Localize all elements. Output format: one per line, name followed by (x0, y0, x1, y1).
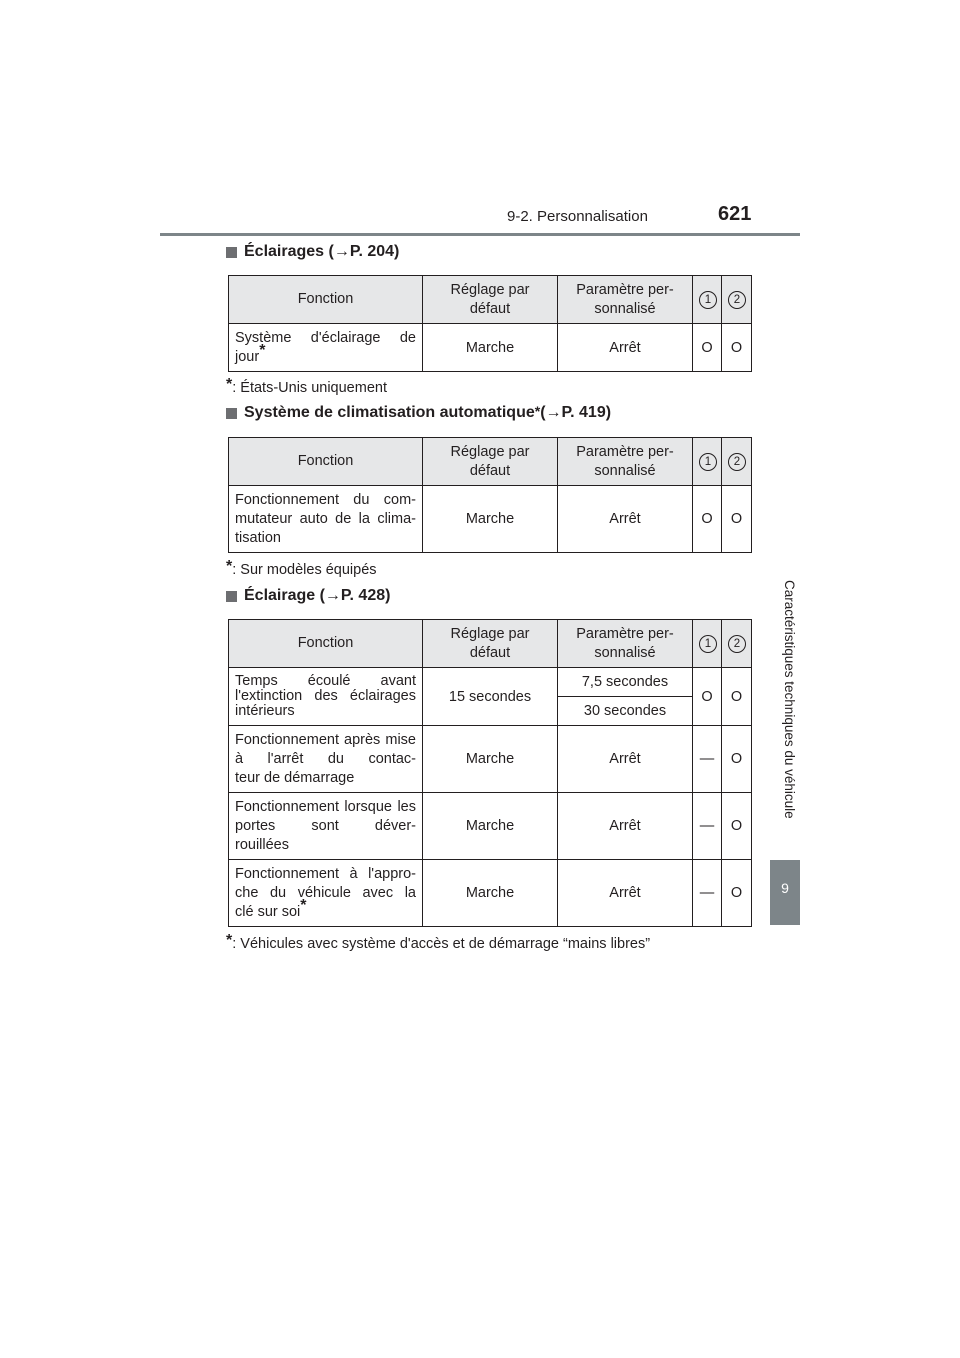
mark-2-cell: O (722, 486, 752, 553)
section-title-climatisation: Système de climatisation automatique * (→P. 419) (226, 404, 611, 422)
col-header-custom: Paramètre per- sonnalisé (558, 438, 693, 486)
table-header-row (229, 438, 752, 486)
table-climatisation (228, 437, 752, 553)
custom-cell: Arrêt (558, 860, 693, 927)
custom-cell: 30 secondes (558, 697, 693, 726)
col-header-function: Fonction (229, 438, 423, 486)
bullet-square-icon (226, 591, 237, 602)
default-cell: Marche (423, 860, 558, 927)
mark-1-cell: O (693, 668, 722, 726)
col-header-default: Réglage par défaut (423, 276, 558, 324)
section-heading: 9-2. Personnalisation (507, 208, 648, 225)
function-cell: Temps écoulé avant l'extinction des éclairages intérieurs (229, 668, 423, 726)
table-eclairage (228, 619, 752, 927)
custom-cell: Arrêt (558, 726, 693, 793)
default-cell: Marche (423, 726, 558, 793)
default-cell: Marche (423, 486, 558, 553)
function-cell: Fonctionnement après mise à l'arrêt du contac- teur de démarrage (229, 726, 423, 793)
table-row (229, 324, 752, 372)
chapter-tab (770, 860, 800, 925)
mark-2-cell: O (722, 726, 752, 793)
col-header-2 (722, 438, 752, 486)
default-cell: Marche (423, 793, 558, 860)
mark-2-cell: O (722, 793, 752, 860)
custom-cell: 7,5 secondes (558, 668, 693, 697)
default-cell: 15 secondes (423, 668, 558, 726)
col-header-1 (693, 438, 722, 486)
mark-1-cell: O (693, 324, 722, 372)
circled-two-icon: 2 (728, 635, 746, 653)
col-header-function: Fonction (229, 276, 423, 324)
circled-one-icon: 1 (699, 291, 717, 309)
col-header-default: Réglage par défaut (423, 620, 558, 668)
table-header-row (229, 276, 752, 324)
footnote: *: Véhicules avec système d'accès et de démarrage “mains libres” (226, 932, 651, 952)
section-title-eclairages: Éclairages (→P. 204) (226, 243, 399, 261)
header-divider (160, 233, 800, 236)
circled-two-icon: 2 (728, 453, 746, 471)
bullet-square-icon (226, 247, 237, 258)
circled-two-icon: 2 (728, 291, 746, 309)
col-header-default: Réglage par défaut (423, 438, 558, 486)
col-header-custom: Paramètre per- sonnalisé (558, 620, 693, 668)
function-cell: Système d'éclairage de jour* (229, 324, 423, 372)
function-cell: Fonctionnement à l'appro- che du véhicule avec la clé sur soi* (229, 860, 423, 927)
page-number: 621 (718, 203, 752, 225)
function-cell: Fonctionnement du com- mutateur auto de la clima- tisation (229, 486, 423, 553)
bullet-square-icon (226, 408, 237, 419)
table-row (229, 860, 752, 927)
mark-2-cell: O (722, 668, 752, 726)
table-row (229, 793, 752, 860)
col-header-1 (693, 276, 722, 324)
mark-1-cell: — (693, 793, 722, 860)
default-cell: Marche (423, 324, 558, 372)
table-row (229, 726, 752, 793)
custom-cell: Arrêt (558, 793, 693, 860)
custom-cell: Arrêt (558, 324, 693, 372)
footnote: *: États-Unis uniquement (226, 376, 387, 396)
col-header-custom: Paramètre per- sonnalisé (558, 276, 693, 324)
table-eclairages (228, 275, 752, 372)
table-header-row (229, 620, 752, 668)
col-header-2 (722, 276, 752, 324)
circled-one-icon: 1 (699, 453, 717, 471)
table-row (229, 486, 752, 553)
footnote: *: Sur modèles équipés (226, 558, 377, 578)
mark-1-cell: — (693, 726, 722, 793)
mark-2-cell: O (722, 324, 752, 372)
chapter-number: 9 (781, 880, 789, 896)
chapter-side-label: Caractéristiques techniques du véhicule (782, 580, 797, 819)
function-cell: Fonctionnement lorsque les portes sont déver- rouillées (229, 793, 423, 860)
mark-1-cell: — (693, 860, 722, 927)
table-row (229, 668, 752, 697)
circled-one-icon: 1 (699, 635, 717, 653)
custom-cell: Arrêt (558, 486, 693, 553)
col-header-2 (722, 620, 752, 668)
col-header-function: Fonction (229, 620, 423, 668)
col-header-1 (693, 620, 722, 668)
mark-1-cell: O (693, 486, 722, 553)
mark-2-cell: O (722, 860, 752, 927)
section-title-eclairage: Éclairage (→P. 428) (226, 587, 390, 605)
